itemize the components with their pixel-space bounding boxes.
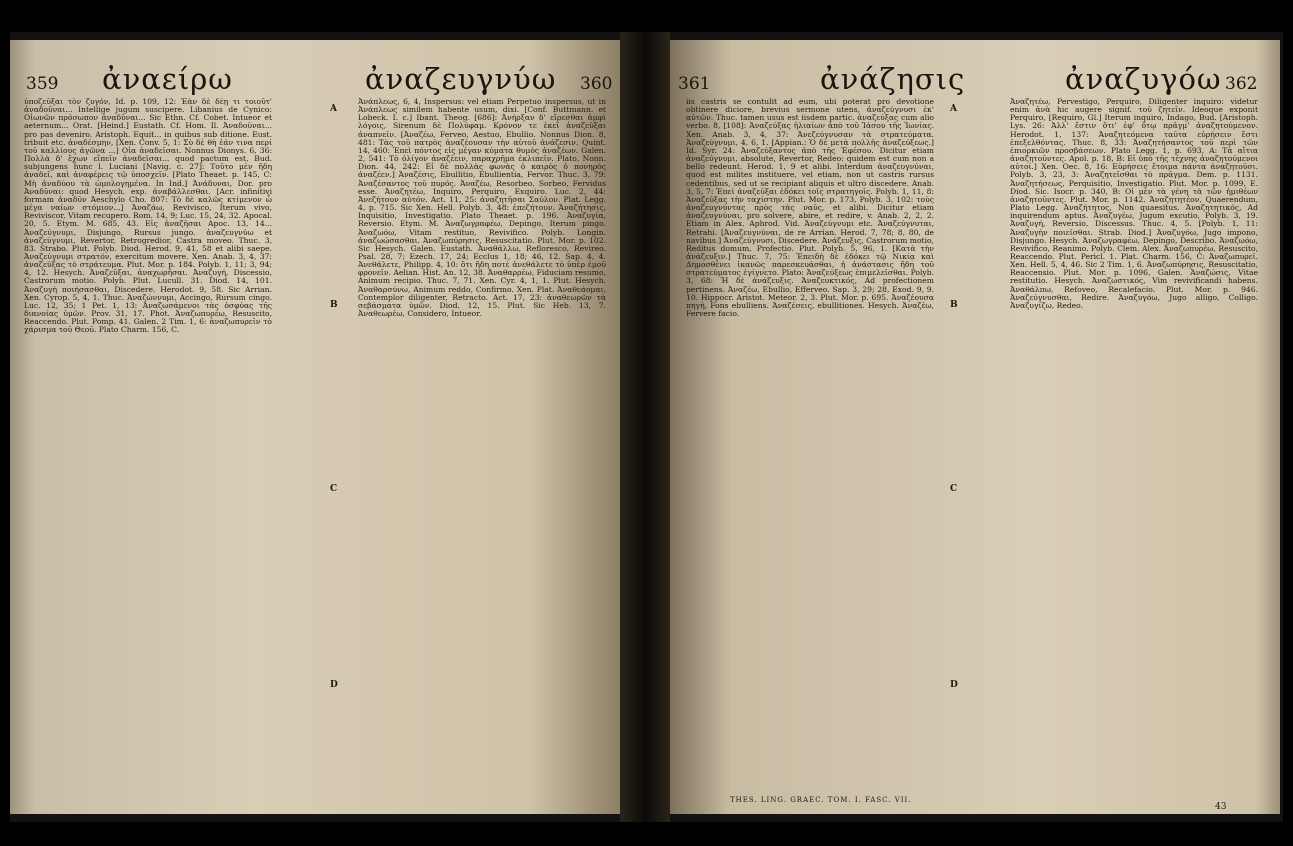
page-number: 361 [678, 74, 711, 94]
text-column-2: Ἀνάπλεως, 6, 4, Inspersus: vel etiam Perpetuo inspersus, ut in Ἀνάπλεως similem habente usum, dixi. [Conf. Buttmann. et Lobeck. I. c.] Ibant. Theog. [686]: Ἀνήρξαν δ' εἴρεσθαι ἀμφὶ λόγοις, Sirenum δὲ Πολύφαμ. Κρόνον τε ἐκεῖ ἀναζεῦξαι ἀναπνεῖν. [Ἀναζέω, Ferveo, Aestuo, Ebullio. Nonnus Dion. 8, 481: Τὰς τοῦ πατρὸς ἀναζέουσαν τὴν αὐτοῦ ἀνάζεσιν. Quint. 14, 460: Ἐπεὶ πόντος εἰς μέγαν κύματα θυμὸς ἀναζέων. Galen. 2, 541: Τὸ ὀλίγον ἀναζέειν, παραχρῆμα ἐκλιπεῖν. Plato, Nonn. Dion. 44, 242: Εἰ δὲ πολλὰς φωνὰς ὁ καιρὸς ὁ πονηρὸς ἀναζέεν.] Ἀναζέσις, Ebullitio, Ebullientia, Fervor. Thuc. 3, 79: Ἀναζέσαντος τοῦ πυρός. Ἀναζέω, Resorbeo, Sorbeo, Fervidus esse. Ἀναζητέω, Inquiro, Perquiro, Exquiro. Luc. 2, 44: Ἀνεζήτουν αὐτόν. Act. 11, 25: ἀναζητῆσαι Σαῦλον. Plat. Legg. 4, p. 715. Sic Xen. Hell. Polyb. 3, 48: ἐπεζήτουν. Ἀναζήτησις, Inquisitio, Investigatio. Plato Theaet. p. 196. Ἀναζυγία, Reversio. Etym. M. Ἀναζωγραφέω, Depingo, Iterum pingo. Ἀναζωόω, Vitam restituo, Revivifico. Polyb. Longin. ἀναζωώσασθαι. Ἀναζωπύρησις, Resuscitatio. Plut. Mor. p. 102. Sic Hesych. Galen. Eustath. Ἀναθάλλω, Refloresco, Revireo. Psal. 28, 7; Ezech. 17, 24; Ecclus 1, 18; 46, 12. Sap. 4, 4. Ἀνεθάλετε, Philipp. 4, 10: ὅτι ἤδη ποτὲ ἀνεθάλετε τὸ ὑπὲρ ἐμοῦ φρονεῖν. Aelian. Hist. An. 12, 38. Ἀναθαρρέω, Fiduciam resumo, Animum recipio. Thuc. 7, 71. Xen. Cyr. 4, 1, 1. Plut. Hesych. Ἀναθαρσύνω, Animum reddo, Confirmo. Xen. Plat. Ἀναθεάομαι, Contemplor diligenter, Retracto. Act. 17, 23: ἀναθεωρῶν τὰ σεβάσματα ὑμῶν. Diod. 12, 15. Plut. Sic Heb. 13, 7. Ἀναθεωρέω, Considero, Intueor. [358, 98, 606, 319]
right-page-header [670, 54, 1280, 94]
margin-letter-d: D [950, 680, 958, 690]
running-head-right: ἀναζευγνύω [365, 62, 557, 96]
running-head-left: ἀνάζησις [820, 62, 966, 96]
running-head-right: ἀναζυγόω [1065, 62, 1222, 96]
margin-letter-b: B [950, 300, 958, 310]
text-column-1: iis castris se contulit ad eum, ubi poterat pro devotione obtinere diciore, brevius sermone utens, ἀναζεύγνυσι ἐκ' αὐτῶν. Thuc. tamen usus est iisdem partic. ἀναζεύξας cum alio verbo. 8, [108]: Ἀναζεύξας ἡλιαίων ἀπὸ τοῦ Ἰάσου τῆς Ἰωνίας. Xen. Anab. 3, 4, 37: Ἀνεζεύγνυσαν τὰ στρατεύματα. Ἀναζεύγνυμι, 4, 6, 1. [Appian.: Ὁ δὲ μετὰ πολλῆς ἀναζεύξεως.] Id. Syr. 24: Ἀναζεύξαντος ἀπὸ τῆς Ἐφέσου. Dicitur etiam ἀναζεύγνυμι, absolute, Revertor, Redeo: quidem est cum non a bello redeunt. Herod. 1, 9 et alibi. Interdum ἀναζευγνύναι, quod est milites instituere, vel etiam, non ut castris rursus cedentibus, sed ut se recipiant aliquis et ultro discedere. Anab. 3, 5, 7: Ἐπεὶ ἀναζεῦξαι ἐδόκει τοῖς στρατηγοῖς. Polyb. 1, 11, 8: Ἀναζεύξας τὴν ταχίστην. Plut. Mor. p. 173, Polyb. 3, 102: τοὺς ἀναζευγνύντας πρὸς τὰς ναῦς, et alibi. Dicitur etiam ἀναζευγνύναι, pro solvere, abire, et redire, v. Anab. 2, 2, 2. Etiam in Alex. Aphrod. Vid. Ἀναζεύγνυμι etc. Ἀναζεύγνυται, Retrahi. [Ἀναζευγνύναι, de re Arrian. Herod. 7, 78; 8, 80, de navibus.] Ἀναζεύγνυσι, Discedere. Ἀνάζευξις, Castrorum motio, Reditus domum, Profectio. Plut. Polyb. 5, 96, 1. [Κατὰ τὴν ἀνάζευξιν.] Thuc. 7, 75: Ἐπειδὴ δὲ ἐδόκει τῷ Νικίᾳ καὶ Δημοσθένει ἱκανῶς παρεσκευάσθαι, ἡ ἀνάστασις ἤδη τοῦ στρατεύματος ἐγίγνετο. Plato: Ἀναζεύξεως ἐπιμελεῖσθαι. Polyb. 3, 68: Ἡ δὲ ἀνάζευξις. Ἀναζευκτικός, Ad profectionem pertinens. Ἀναζέω, Ebullio, Efferveo. Sap. 3, 29; 28, Exod. 9, 9. 10. Hippocr. Aristot. Meteor. 2, 3. Plut. Mor. p. 695. Ἀναζέουσα πηγή, Fons ebulliens. Ἀναζέσεις, ebullitiones. Hesych. Ἀναζέω, Fervere facio. [686, 98, 934, 319]
signature-mark: 43 [1215, 802, 1227, 812]
margin-letter-a: A [330, 104, 337, 114]
margin-letter-c: C [330, 484, 338, 494]
text-column-1: ὑποζεῦξαι τὸν ζυγόν, Id. p. 109, 12: Ἐὰν δὲ δέῃ τι τοιοῦτ' ἀναδοῦναι... Intellige jugum suscipere. Libanius de Cynico: Οἰωνῶν πρόσωπον ἀναδῦναι... Sic Ethn. Cf. Cobet. Intueor et aeternum... Orat. [Heind.] Eustath. Cf. Hom. Il. Ἀναδοῦναι... pro pas deveniro. Aristoph. Equit... in quibus sub ditione. Eust. tribuit etc. ἀναδέσμην, [Xen. Conv. 5, 1: Σὺ δὲ θὴ ἐάν τινα περί τοῦ καλλίους ἀγῶνα ...] Οἱα ἀναδεῖσαι. Nonnus Dionys. 6, 36: Πολλὰ δ' ἔχων εἴπεῖν ἀναδεῖσαι... quod pactum est, Bud. subjungens hunc l. Luciani [Navig. c. 27]: Τοῦτο μὲν ἤδη ἀναδεῖ, καὶ ἀναφέρεις τῷ ὑποσχεῖν. [Plato Theaet. p. 145, C: Μὴ ἀναδύου τὰ ὡμολογημένα. In Ind.] Ἀνάδυναι, Dor. pro Ἀναδῦναι: quod Hesych. exp. ἀναβάλλεσθαι. [Acr. infinitivi formam ἀναδῦν Ἀeschylo Cho. 807: Τὸ δὲ καλῶς κτίμενον ὦ μέγα ναίων στόμιον...] Ἀναζάω, Revivisco, Iterum vivo, Reviviscor, Vitam recupero. Rom. 14, 9; Luc. 15, 24, 32. Apocal. 20, 5. Etym. M. 685, 43. Εἰς ἀναζῆσαι Apoc. 13, 14... Ἀναζεύγνυμι, Disjungo, Rursus jungo. ἀναζευγνύω et ἀναζεύγνυμι, Revertor, Retrogredior, Castra moveo. Thuc. 3, 83. Strabo. Plut. Polyb. Diod. Herod. 9, 41, 58 et alibi saepe. Ἀναζεύγνυμι στρατόν, exercitum movere. Xen. Anab. 3, 4, 37: ἀναζεύξας τὸ στράτευμα. Plut. Mor. p. 184. Polyb. 1, 11; 3, 94; 4, 12. Hesych. Ἀναζεῦξαι, ἀναχωρῆσαι. Ἀναζυγή, Discessio, Castrorum motio. Polyb. Plut. Lucull. 31. Diod. 14, 101. Ἀναζυγὴ ποιήσασθαι, Discedere. Herodot. 9, 58. Sic Arrian. Xen. Cyrop. 5, 4, 1. Thuc. Ἀναζώννυμι, Accingo, Rursum cingo. Luc. 12, 35; 1 Pet. 1, 13: Ἀναζωσάμενοι τὰς ὀσφύας τῆς διανοίας ὑμῶν. Prov. 31, 17. Phot. Ἀναζωπυρέω, Resuscito, Reaccendo. Plut. Pomp. 41. Galen. 2 Tim. 1, 6: ἀναζωπυρεῖν τὸ χάρισμα τοῦ Θεοῦ. Plato Charm. 156, C. [24, 98, 272, 335]
text-column-2: Ἀναζητέω, Pervestigo, Perquiro, Diligenter inquiro: videtur enim ἀνὰ hic augere signif. τοῦ ζητεῖν. Ideoque exponit Perquiro, [Requiro, Gl.] Iterum inquiro, Indago, Bud. [Aristoph. Lys. 26: Ἀλλ' ἔστιν ὅτι' ἐφ' ὅτῳ πρᾶγμ' ἀναζητούμενον. Herodot. 1, 137: Ἀναζητεόμενα ταῦτα εὑρήσειν ἔστι ἐπεξελθόντας. Thuc. 8, 33: Ἀναζητήσαντος τοῦ περὶ τῶν ἐπιορκιῶν προσβάσεων. Plato Legg. 1, p. 693, A: Τὰ αἴτια ἀναζητοῦντες. Apol. p. 18, B: Εἰ ὑπὸ τῆς τέχνης ἀναζητούμενοι αὐτοί.] Xen. Oec. 8, 16: Εὐρήσεις ἕτοιμα πάντα ἀναζητοῦσι. Polyb. 3, 23, 3: Ἀναζητεῖσθαι τὸ πρᾶγμα. Dem. p. 1131. Ἀναζητήσεως, Perquisitio, Investigatio. Plut. Mor. p. 1099, E. Diod. Sic. Isocr. p. 340, B: Οἱ μὲν τὰ γένη τὰ τῶν ἡμιθέων ἀναζητοῦντες. Plut. Mor. p. 1142. Ἀναζητητέον, Quaerendum, Plato Legg. Ἀναζήτητος, Non quaesitus. Ἀναζητητικός, Ad inquirendum aptus. Ἀναζυγέω, Jugum excutio, Polyb. 3, 19. Ἀναζυγή, Reversio, Discessus. Thuc. 4, 5. [Polyb. 1, 11: Ἀναζυγὴν ποιεῖσθαι. Strab. Diod.] Ἀναζυγόω, Jugo impono, Disjungo. Hesych. Ἀναζωγραφέω, Depingo, Describo. Ἀναζωόω, Revivifico, Reanimo. Polyb. Clem. Alex. Ἀναζωπυρέω, Resuscito, Reaccendo. Plut. Pericl. 1. Plat. Charm. 156, C: Ἀναζωπυρεῖ. Xen. Hell. 5, 4, 46. Sic 2 Tim. 1, 6. Ἀναζωπύρησις, Resuscitatio, Reaccensio. Plut. Mor. p. 1096, Galen. Ἀναζώσις, Vitae restitutio. Hesych. Ἀναζωστικός, Vim revivificandi habens. Ἀναθάλπω, Refoveo, Recalefacio. Plut. Mor. p. 946. Ἀναζεύγνυσθαι, Redire. Ἀναζυγόω, Jugo alligo, Colligo. Ἀναζυγίζω, Redeo. [1010, 98, 1258, 310]
page-number: 359 [26, 74, 59, 94]
left-page-header [10, 54, 620, 94]
book-gutter [620, 32, 670, 822]
right-page [670, 40, 1280, 814]
page-footer: THES. LING. GRAEC. TOM. I. FASC. VII. [730, 796, 912, 804]
running-head-left: ἀναείρω [102, 62, 233, 96]
book-spread [10, 32, 1283, 822]
margin-letter-b: B [330, 300, 338, 310]
column-number: 360 [580, 74, 613, 94]
column-number: 362 [1225, 74, 1258, 94]
margin-letter-a: A [950, 104, 957, 114]
margin-letter-d: D [330, 680, 338, 690]
left-page [10, 40, 620, 814]
margin-letter-c: C [950, 484, 958, 494]
